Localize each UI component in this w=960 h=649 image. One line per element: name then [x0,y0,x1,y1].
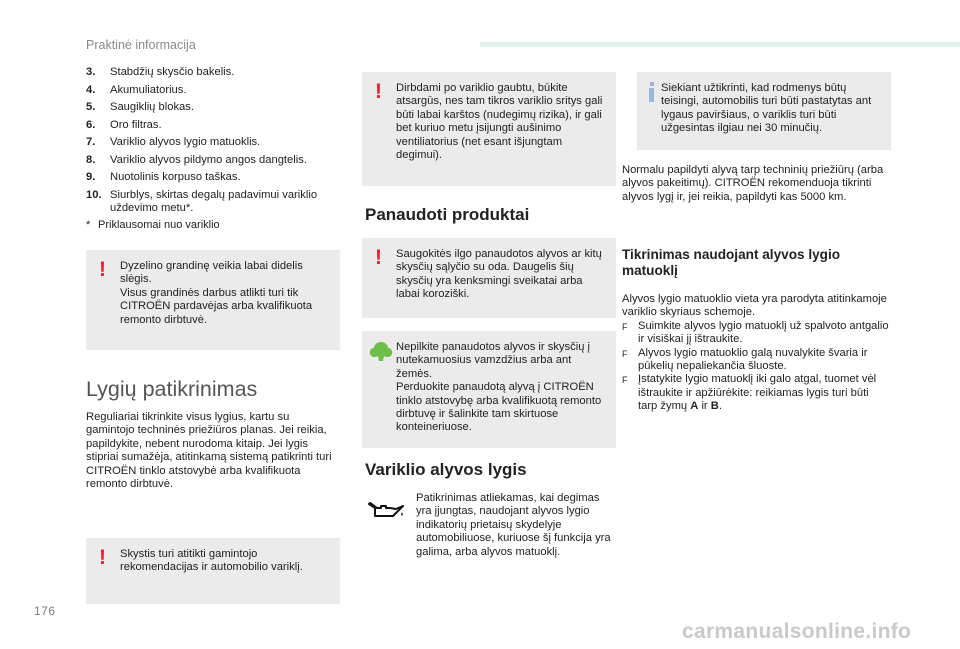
warning-icon: ! [375,80,382,103]
watermark: carmanualsonline.info [682,620,912,643]
warning-icon: ! [99,258,106,281]
dipstick-steps [622,320,890,414]
leaf-icon [368,340,394,362]
header-accent-bar [480,42,960,47]
parts-list [86,66,341,215]
warning-icon: ! [375,246,382,269]
normal-top-up-text: Normalu papildyti alyvą tarp techninių priežiūrų (arba alyvos pakeitimų). CITROËN rekomenduoja tikrinti alyvos lygį ir, jei reikia, papildyti kas 5000 km. [622,164,884,203]
oil-can-icon [366,500,406,522]
list-item: F Alyvos lygio matuoklio galą nuvalykite švaria ir pūkelių nepaliekančia šluoste. [622,346,868,373]
levels-heading: Lygių patikrinimas [86,377,258,401]
list-item: 5. Saugiklių blokas. [86,101,194,113]
list-item: F Suimkite alyvos lygio matuoklį už spalvoto antgalio ir visiškai jį ištraukite. [622,319,889,346]
levels-text: Reguliariai tikrinkite visus lygius, kartu su gamintojo techninės priežiūros planas. Jei reikia, papildykite, nebent nurodoma kitaip. Jei lygis stipriai sumažėja, atitinkamą sistemą patikrinti turi CITROËN tinklo atstovybė arba kvalifikuota remonto dirbtuvė. [86,411,332,491]
dipstick-heading: Tikrinimas naudojant alyvos lygio matuoklį [622,247,841,278]
info-icon [649,82,654,102]
warning-icon: ! [99,546,106,569]
engine-oil-text: Patikrinimas atliekamas, kai degimas yra įjungtas, naudojant alyvos lygio indikatorių prietaisų skydelyje automobiliuose, kuriuose šį funkcija yra galima, arba alyvos matuoklį. [416,492,611,558]
eco-disposal-box: Nepilkite panaudotos alyvos ir skysčių į nutekamuosius vamzdžius arba ant žemės. Perduokite panaudotą alyvą į CITROËN tinklo atstovybę arba kvalifikuotą remonto dirbtuvę ir šalinkite tam skirtuose konteineriuose. [362,331,616,448]
list-item: 4. Akumuliatorius. [86,83,187,96]
dipstick-instructions: Alyvos lygio matuoklio vieta yra parodyta atitinkamoje variklio skyriaus schemoje. F Suimkite alyvos lygio matuoklį už spalvoto antgalio ir visiškai jį ištraukite. F Alyvos lygio matuoklio galą nuvalykite švaria ir pūkelių nepaliekančia šluoste. F Įstatykite lygio matuoklį iki galo atgal, tuomet vėl ištraukite ir apžiūrėkite: reikiamas lygis turi būti tarp žymų A ir B. [622,293,889,413]
list-item: 10. Siurblys, skirtas degalų padavimui variklio uždevimo metu*. [86,188,318,214]
diesel-warning-box: ! Dyzelino grandinę veikia labai didelis slėgis. Visus grandinės darbus atlikti turi tik CITROËN pardavėjas arba kvalifikuota remonto dirbtuvė. [86,250,340,350]
engine-oil-heading: Variklio alyvos lygis [365,460,527,479]
parts-column [86,66,341,231]
list-item: 7. Variklio alyvos lygio matuoklis. [86,136,261,148]
list-item: 8. Variklio alyvos pildymo angos dangtelis. [86,153,307,166]
list-item: 3. Stabdžių skysčio bakelis. [86,66,235,78]
fluid-warning-box: ! Skystis turi atitikti gamintojo rekomendacijas ir automobilio variklį. [86,538,340,604]
list-item: 6. Oro filtras. [86,118,162,131]
page-number: 176 [34,604,56,618]
hood-warning-box: ! Dirbdami po variklio gaubtu, būkite atsargūs, nes tam tikros variklio sritys gali būti labai karštos (nudegimų rizika), ir gali bet kuriuo metu įsijungti aušinimo ventiliatorius (net esant išjungtam degimui). [362,72,616,186]
footnote: * Priklausomai nuo variklio [86,219,220,232]
skin-contact-warning-box: ! Saugokitės ilgo panaudotos alyvos ar kitų skysčių sąlyčio su oda. Daugelis šių skysčių yra kenksmingi sveikatai arba labai koroziški. [362,238,616,318]
used-products-heading: Panaudoti produktai [365,205,530,224]
level-accuracy-info-box: Siekiant užtikrinti, kad rodmenys būtų teisingi, automobilis turi būti pastatytas ant lygaus paviršiaus, o variklis turi būti užgesintas ilgiau nei 30 minučių. [637,72,891,150]
list-item: 9. Nuotolinis korpuso taškas. [86,171,241,183]
section-header: Praktinė informacija [86,38,196,52]
list-item: F Įstatykite lygio matuoklį iki galo atgal, tuomet vėl ištraukite ir apžiūrėkite: reikiamas lygis turi būti tarp žymų A ir B. [622,373,877,413]
